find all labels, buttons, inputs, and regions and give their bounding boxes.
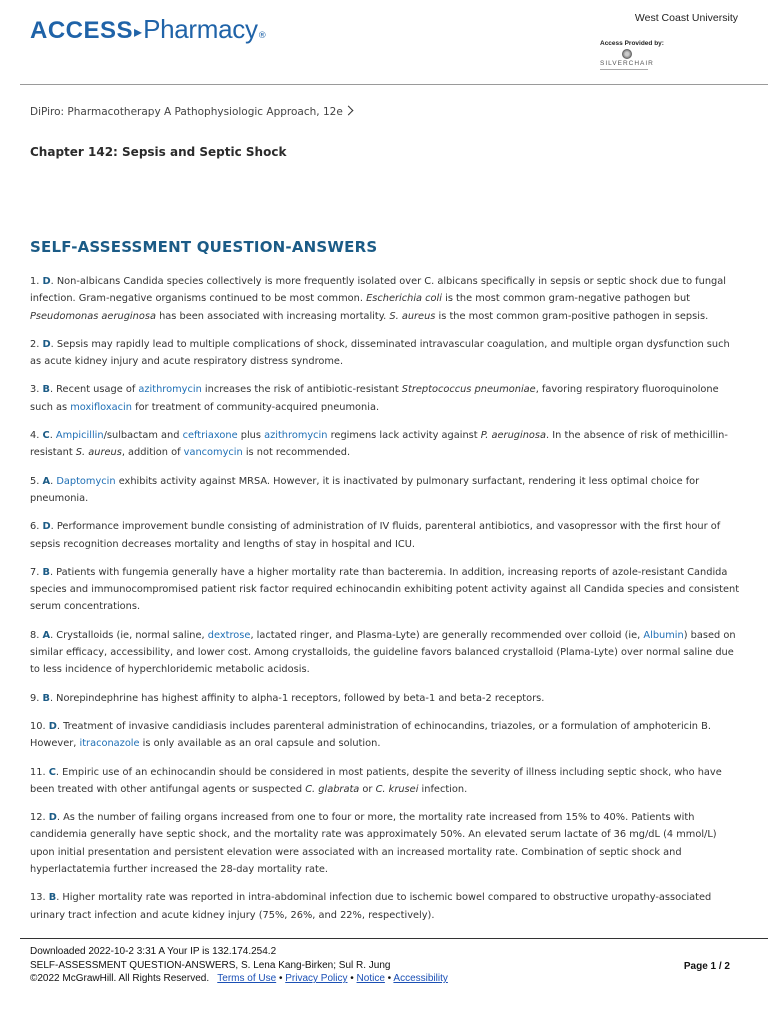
answer-text: is only available as an oral capsule and solution. [139,738,381,750]
drug-link[interactable]: moxifloxacin [70,401,132,413]
footer-divider [20,938,768,939]
breadcrumb[interactable] [30,106,352,118]
drug-link[interactable]: itraconazole [79,738,140,750]
answer-number: 6. [30,521,40,533]
organism-name: S. aureus [389,310,436,322]
answer-text: . Recent usage of [49,384,139,396]
answer-text: , addition of [121,447,184,459]
answer-number: 4. [30,430,40,442]
access-provided-label: Access Provided by: [600,40,664,47]
answer-letter: D [42,338,51,350]
answer-text: is the most common gram-positive pathogen in sepsis. [435,310,709,322]
notice-link[interactable]: Notice [356,973,385,984]
organism-name: Escherichia coli [366,293,442,305]
section-title: SELF-ASSESSMENT QUESTION-ANSWERS [30,238,378,256]
access-pharmacy-logo[interactable] [30,14,267,45]
answer-letter: C [42,430,50,442]
page-header [0,0,768,84]
download-info: Downloaded 2022-10-2 3:31 A Your IP is 132.174.254.2 [30,946,277,957]
answer-item [30,273,742,325]
answer-letter: D [48,720,57,732]
privacy-policy-link[interactable]: Privacy Policy [285,973,348,984]
answer-text: . As the number of failing organs increased from one to four or more, the mortality rate increased from 15% to 40%. Patients with candidemia generally have septic shock, and the mortality rate was approximately 50%. An elevated serum lactate of 36 mg/dL (4 mmol/L) upon initial presentation and persistent elevation were associated with an increased mortality rate. Combination of septic shock and hyperlactatemia further increased the 28-day mortality rate. [30,812,717,876]
answer-text: . Treatment of invasive candidiasis includes parenteral administration of echinocandins, triazoles, or a formulation of amphotericin B. However, [30,720,711,750]
chevron-right-icon [343,106,353,116]
answer-letter: B [42,384,50,396]
answer-text: . Empiric use of an echinocandin should be considered in most patients, despite the severity of illness including septic shock, who have been treated with other antifungal agents or suspected [30,766,722,795]
answer-letter: B [48,892,57,904]
answer-number: 3. [30,384,40,396]
breadcrumb-book-title[interactable]: DiPiro: Pharmacotherapy A Pathophysiologic Approach, 12e [30,106,343,118]
answer-text: . Norepindephrine has highest affinity to alpha-1 receptors, followed by beta-1 and beta-2 receptors. [49,692,545,704]
institution-name: West Coast University [634,12,738,24]
answer-text: increases the risk of antibiotic-resistant [201,384,402,396]
answer-item [30,336,742,371]
answer-text: , favoring respiratory fluoroquinolone such as [30,384,719,413]
terms-of-use-link[interactable]: Terms of Use [217,973,277,984]
answer-item [30,627,742,679]
organism-name: C. glabrata [305,783,360,795]
answer-text: ) based on similar efficacy, accessibility, and lower cost. Among crystalloids, the guideline favors balanced crystalloid (Plama-Lyte) over normal saline due to less incidence of hyperchloridemic metabolic acidosis. [30,629,736,676]
institution-block [588,12,738,70]
answer-number: 1. [30,276,40,287]
chapter-title: Chapter 142: Sepsis and Septic Shock [30,145,287,159]
drug-link[interactable]: dextrose [207,629,251,641]
answer-letter: B [42,692,50,704]
citation: SELF-ASSESSMENT QUESTION-ANSWERS, S. Lena Kang-Birken; Sul R. Jung [30,959,391,971]
answer-number: 5. [30,475,40,487]
copyright: ©2022 McGrawHill. All Rights Reserved. [30,973,210,984]
answer-text: , lactated ringer, and Plasma-Lyte) are generally recommended over colloid (ie, [250,629,644,641]
answer-letter: A [42,475,51,487]
logo-arrow-icon: ▸ [134,22,143,41]
answer-text: . Non-albicans Candida species collectively is more frequently isolated over C. albicans specifically in sepsis or septic shock due to fungal infection. Gram-negative organisms continued to be most common. [30,276,726,305]
organism-name: Streptococcus pneumoniae [401,384,536,396]
answer-item [30,809,742,878]
answer-text: is the most common gram-negative pathogen but [442,293,691,305]
answer-letter: A [42,629,51,641]
answer-text: . Patients with fungemia generally have a higher mortality rate than bacteremia. In addition, increasing reports of azole-resistant Candida species and immunocompromised patient risk factor required echinocandin exhibiting potent activity against all Candida species and consistent serum concentrations. [30,566,740,613]
logo-access-text: ACCESS [30,17,134,44]
answer-text: /sulbactam and [103,430,183,442]
answer-item [30,427,742,462]
answer-text: . Performance improvement bundle consisting of administration of IV fluids, parenteral antibiotics, and vasopressor with the first hour of sepsis recognition decreases mortality and lengths of stay in hospital and ICU. [30,521,721,550]
answer-text: . Sepsis may rapidly lead to multiple complications of shock, disseminated intravascular coagulation, and multiple organ dysfunction such as acute kidney injury and acute respiratory distress syndrome. [30,338,730,368]
answer-text: . Higher mortality rate was reported in intra-abdominal infection due to ischemic bowel compared to obstructive uropathy-associated urinary tract infection and acute kidney injury (75%, 26%, and 22%, respectively). [30,892,712,921]
drug-link[interactable]: Ampicillin [55,430,104,442]
answer-text: . Crystalloids (ie, normal saline, [50,629,208,641]
answer-text: or [359,783,376,795]
answer-number: 11. [30,766,46,778]
answer-item [30,690,742,707]
answer-item [30,889,742,924]
drug-link[interactable]: azithromycin [264,430,328,442]
logo-pharmacy-text: Pharmacy [143,14,258,44]
answers-list [30,273,742,935]
silverchair-logo: SILVERCHAIR [600,60,654,67]
answer-number: 12. [30,812,46,824]
answer-text: exhibits activity against MRSA. However, it is inactivated by pulmonary surfactant, rendering it less optimal choice for pneumonia. [30,475,700,504]
answer-text: . [50,475,57,487]
answer-item [30,518,742,553]
organism-name: C. krusei [375,783,419,795]
answer-number: 2. [30,338,40,350]
answer-letter: D [42,521,51,533]
answer-number: 8. [30,629,40,641]
answer-text: . In the absence of risk of methicillin-resistant [30,430,728,459]
answer-text: for treatment of community-acquired pneumonia. [132,401,380,413]
answer-text: plus [237,430,265,442]
header-divider [20,84,768,85]
drug-link[interactable]: vancomycin [183,447,243,459]
answer-number: 13. [30,892,46,904]
silverchair-underline [600,69,648,70]
answer-number: 10. [30,720,46,732]
registered-mark: ® [257,31,267,41]
answer-item [30,381,742,416]
answer-text: . [49,430,56,442]
answer-number: 7. [30,566,40,578]
drug-link[interactable]: azithromycin [138,384,202,396]
answer-item [30,718,742,753]
answer-text: has been associated with increasing mortality. [155,310,390,322]
organism-name: P. aeruginosa [480,430,547,442]
organism-name: S. aureus [75,447,122,459]
copyright-line: ©2022 McGrawHill. All Rights Reserved. Terms of Use • Privacy Policy • Notice • Accessibility [30,973,448,984]
answer-text: regimens lack activity against [327,430,481,442]
page-number: Page 1 / 2 [683,961,730,972]
drug-link[interactable]: ceftriaxone [182,430,238,442]
answer-text: infection. [418,783,468,795]
drug-link[interactable]: Albumin [643,629,684,641]
answer-item [30,764,742,799]
answer-letter: D [48,812,57,824]
page-footer [30,945,742,986]
accessibility-link[interactable]: Accessibility [393,973,448,984]
answer-letter: C [48,766,56,778]
answer-letter: B [42,566,50,578]
silverchair-globe-icon [622,49,632,59]
organism-name: Pseudomonas aeruginosa [30,310,156,322]
drug-link[interactable]: Daptomycin [56,475,116,487]
answer-text: is not recommended. [242,447,351,459]
answer-number: 9. [30,692,40,704]
answer-item [30,473,742,508]
answer-letter: D [42,276,51,287]
answer-item [30,564,742,616]
